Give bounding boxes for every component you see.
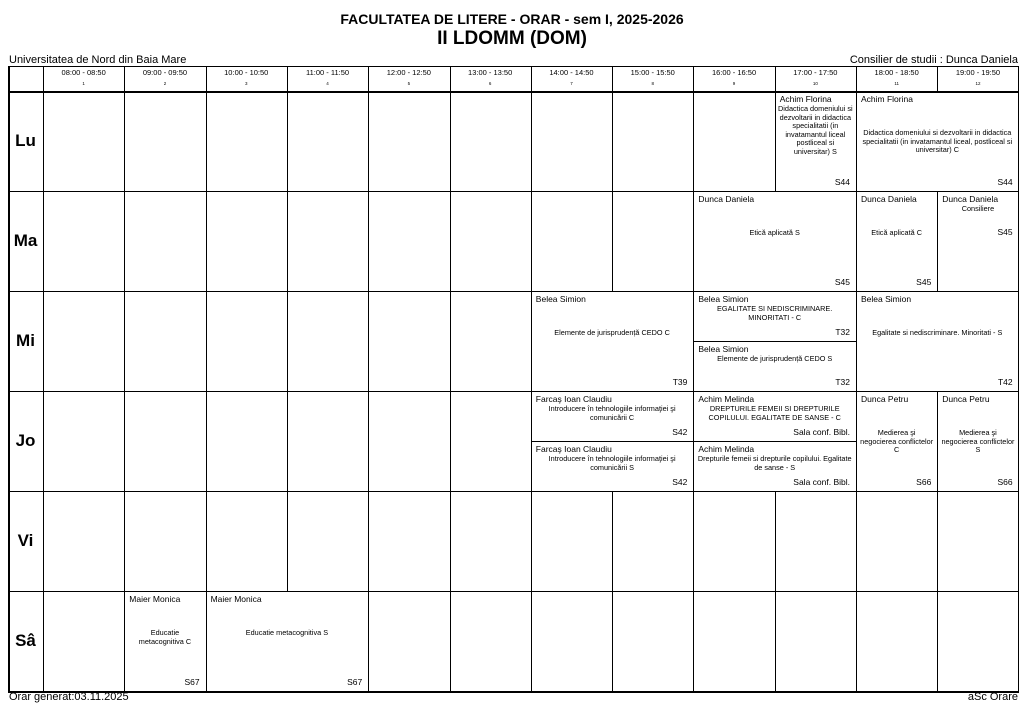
- header-column-line: [450, 66, 451, 91]
- hour-header: 08:00 - 08:50: [61, 68, 106, 77]
- lesson-room: S44: [997, 177, 1013, 187]
- cell-column-line: [124, 91, 125, 191]
- lesson-room: S45: [834, 277, 850, 287]
- cell-column-line: [693, 591, 694, 691]
- day-label: Jo: [15, 431, 36, 450]
- cell-column-line: [612, 491, 613, 591]
- lesson-card[interactable]: [775, 91, 856, 191]
- lesson-subject: Medierea şi negocierea conflictelor S: [941, 428, 1015, 454]
- cell-column-line: [612, 591, 613, 691]
- cell-column-line: [775, 591, 776, 691]
- cell-column-line: [206, 391, 207, 491]
- hour-number: 5: [407, 81, 411, 86]
- lesson-subject: Egalitate si nediscriminare. Minoritati - S: [872, 328, 1003, 337]
- day-label: Ma: [13, 231, 38, 250]
- grid-bottom-border: [8, 691, 1019, 693]
- hour-number: 9: [732, 81, 736, 86]
- lesson-subject: Drepturile femeii si drepturile copilului. Egalitate de sanse - S: [697, 454, 852, 472]
- lesson-room: T39: [672, 377, 688, 387]
- lesson-room: Sala conf. Bibl.: [793, 477, 850, 487]
- hour-number: 11: [894, 81, 899, 86]
- generator-brand: aSc Orare: [967, 691, 1018, 703]
- cell-column-line: [612, 91, 613, 191]
- cell-column-line: [206, 291, 207, 391]
- header-column-line: [206, 66, 207, 91]
- lesson-split-line: [693, 341, 856, 342]
- cell-column-line: [287, 91, 288, 191]
- lesson-teacher: Belea Simion: [698, 294, 749, 304]
- lesson-teacher: Dunca Daniela: [861, 194, 917, 204]
- lesson-card[interactable]: [856, 391, 937, 491]
- lesson-teacher: Farcaş Ioan Claudiu: [535, 444, 612, 454]
- hour-number: 8: [651, 81, 654, 86]
- hour-number: 1: [82, 81, 85, 86]
- lesson-subject: Didactica domeniului si dezvoltarii in didactica specialitatii (in invatamantul liceal postliceal si universitar) S: [778, 104, 853, 156]
- lesson-card[interactable]: [937, 391, 1018, 491]
- lesson-subject: Educatie metacognitiva S: [245, 628, 329, 637]
- university-name: Universitatea de Nord din Baia Mare: [9, 54, 187, 66]
- lesson-card[interactable]: [124, 591, 205, 691]
- cell-column-line: [206, 191, 207, 291]
- header-column-line: [287, 66, 288, 91]
- cell-column-line: [450, 391, 451, 491]
- generated-date: Orar generat:03.11.2025: [9, 691, 129, 703]
- cell-column-line: [124, 191, 125, 291]
- lesson-subject: Medierea şi negocierea conflictelor C: [860, 428, 934, 454]
- lesson-card[interactable]: [856, 291, 1019, 391]
- cell-column-line: [124, 491, 125, 591]
- lesson-subject: Consiliere: [961, 204, 995, 213]
- lesson-split-line: [531, 441, 694, 442]
- hour-header: 18:00 - 18:50: [874, 68, 919, 77]
- lesson-card[interactable]: [693, 341, 856, 391]
- hour-header: 16:00 - 16:50: [711, 68, 757, 77]
- header-column-line: [531, 66, 532, 91]
- lesson-teacher: Achim Florina: [861, 94, 913, 104]
- header-column-line: [856, 66, 857, 91]
- lesson-teacher: Belea Simion: [535, 294, 586, 304]
- cell-column-line: [287, 491, 288, 591]
- hour-header: 12:00 - 12:50: [386, 68, 431, 77]
- hour-number: 4: [326, 81, 329, 86]
- lesson-room: S66: [916, 477, 932, 487]
- header-column-line: [775, 66, 776, 91]
- lesson-card[interactable]: [693, 391, 856, 441]
- lesson-subject: Educatie metacognitiva C: [138, 628, 192, 646]
- hour-number: 7: [570, 81, 573, 86]
- lesson-teacher: Achim Melinda: [698, 394, 755, 404]
- lesson-teacher: Achim Florina: [779, 94, 832, 104]
- lesson-card[interactable]: [531, 391, 694, 441]
- hour-header: 15:00 - 15:50: [630, 68, 675, 77]
- cell-column-line: [206, 491, 207, 591]
- header-column-line: [937, 66, 938, 91]
- cell-column-line: [612, 191, 613, 291]
- cell-column-line: [531, 491, 532, 591]
- lesson-room: T32: [835, 377, 850, 387]
- cell-column-line: [531, 191, 532, 291]
- lesson-card[interactable]: [531, 291, 694, 391]
- header-column-line: [612, 66, 613, 91]
- lesson-room: S67: [347, 677, 363, 687]
- lesson-room: T32: [835, 327, 850, 337]
- lesson-subject: Etică aplicată C: [871, 228, 922, 237]
- header-column-line: [368, 66, 369, 91]
- lesson-teacher: Maier Monica: [210, 594, 262, 604]
- cell-column-line: [693, 491, 694, 591]
- hour-number: 12: [975, 81, 981, 86]
- hour-header: 09:00 - 09:50: [142, 68, 188, 77]
- lesson-subject: Introducere în tehnologiile informaţiei şi comunicării S: [548, 454, 676, 472]
- cell-column-line: [450, 91, 451, 191]
- cell-column-line: [450, 291, 451, 391]
- day-label: Mi: [16, 331, 35, 350]
- lesson-card[interactable]: [206, 591, 369, 691]
- grid-left-border: [8, 66, 10, 691]
- cell-column-line: [124, 391, 125, 491]
- lesson-teacher: Dunca Daniela: [698, 194, 755, 204]
- cell-column-line: [368, 591, 369, 691]
- header-column-line: [693, 66, 694, 91]
- page-title: FACULTATEA DE LITERE - ORAR - sem I, 2025-2026: [340, 11, 684, 27]
- lesson-room: S42: [672, 427, 688, 437]
- hour-number: 3: [244, 81, 248, 86]
- lesson-room: S45: [997, 227, 1013, 237]
- cell-column-line: [693, 91, 694, 191]
- cell-column-line: [368, 91, 369, 191]
- hour-number: 10: [812, 81, 818, 86]
- lesson-room: S45: [916, 277, 932, 287]
- lesson-subject: Elemente de jurisprudență CEDO C: [554, 328, 670, 337]
- lesson-room: S66: [997, 477, 1013, 487]
- header-column-line: [124, 66, 125, 91]
- lesson-subject: Didactica domeniului si dezvoltarii in didactica specialitatii (in invatamantul liceal, postliceal si universitar) C: [862, 128, 1013, 154]
- lesson-card[interactable]: [856, 91, 1019, 191]
- cell-column-line: [856, 491, 857, 591]
- lesson-teacher: Dunca Petru: [942, 394, 990, 404]
- lesson-card[interactable]: [856, 191, 937, 291]
- lesson-teacher: Farcaş Ioan Claudiu: [535, 394, 612, 404]
- hour-header: 19:00 - 19:50: [955, 68, 1001, 77]
- hour-header: 11:00 - 11:50: [305, 68, 350, 77]
- day-label: Lu: [15, 131, 36, 150]
- group-title: II LDOMM (DOM): [437, 28, 587, 49]
- lesson-subject: EGALITATE SI NEDISCRIMINARE. MINORITATI - C: [717, 304, 833, 322]
- cell-column-line: [531, 91, 532, 191]
- lesson-card[interactable]: [693, 441, 856, 491]
- lesson-room: T42: [997, 377, 1013, 387]
- hour-header: 17:00 - 17:50: [793, 68, 838, 77]
- hour-number: 2: [163, 81, 167, 86]
- cell-column-line: [937, 491, 938, 591]
- cell-column-line: [531, 591, 532, 691]
- cell-column-line: [368, 191, 369, 291]
- hour-number: 6: [488, 81, 492, 86]
- cell-column-line: [368, 391, 369, 491]
- cell-column-line: [368, 491, 369, 591]
- day-row-line: [8, 491, 1019, 492]
- day-label: Sâ: [15, 631, 36, 650]
- lesson-teacher: Achim Melinda: [698, 444, 755, 454]
- lesson-teacher: Dunca Daniela: [942, 194, 999, 204]
- hour-header: 13:00 - 13:50: [468, 68, 513, 77]
- cell-column-line: [856, 591, 857, 691]
- lesson-subject: Etică aplicată S: [749, 228, 800, 237]
- lesson-card[interactable]: [693, 191, 856, 291]
- cell-column-line: [450, 191, 451, 291]
- hour-header: 10:00 - 10:50: [224, 68, 269, 77]
- lesson-room: S67: [184, 677, 200, 687]
- cell-column-line: [450, 491, 451, 591]
- grid-top-border: [8, 66, 1019, 67]
- lesson-teacher: Belea Simion: [861, 294, 912, 304]
- lesson-teacher: Belea Simion: [698, 344, 749, 354]
- lesson-room: S42: [672, 477, 688, 487]
- lesson-teacher: Dunca Petru: [861, 394, 909, 404]
- cell-column-line: [368, 291, 369, 391]
- cell-column-line: [287, 391, 288, 491]
- day-label: Vi: [17, 531, 34, 550]
- counselor-name: Consilier de studii : Dunca Daniela: [849, 54, 1018, 66]
- cell-column-line: [206, 91, 207, 191]
- lesson-teacher: Maier Monica: [129, 594, 181, 604]
- cell-column-line: [287, 191, 288, 291]
- cell-column-line: [287, 291, 288, 391]
- cell-column-line: [450, 591, 451, 691]
- lesson-room: Sala conf. Bibl.: [793, 427, 850, 437]
- lesson-subject: DREPTURILE FEMEII SI DREPTURILE COPILULUI. EGALITATE DE SANSE - C: [708, 404, 841, 422]
- cell-column-line: [937, 591, 938, 691]
- lesson-subject: Introducere în tehnologiile informaţiei şi comunicării C: [548, 404, 676, 422]
- hour-header: 14:00 - 14:50: [549, 68, 594, 77]
- lesson-subject: Elemente de jurisprudență CEDO S: [717, 354, 833, 363]
- lesson-card[interactable]: [693, 291, 856, 341]
- lesson-card[interactable]: [531, 441, 694, 491]
- lesson-card[interactable]: [937, 191, 1018, 241]
- lesson-room: S44: [834, 177, 850, 187]
- cell-column-line: [124, 291, 125, 391]
- lesson-split-line: [693, 441, 856, 442]
- day-column-border: [43, 66, 44, 691]
- cell-column-line: [775, 491, 776, 591]
